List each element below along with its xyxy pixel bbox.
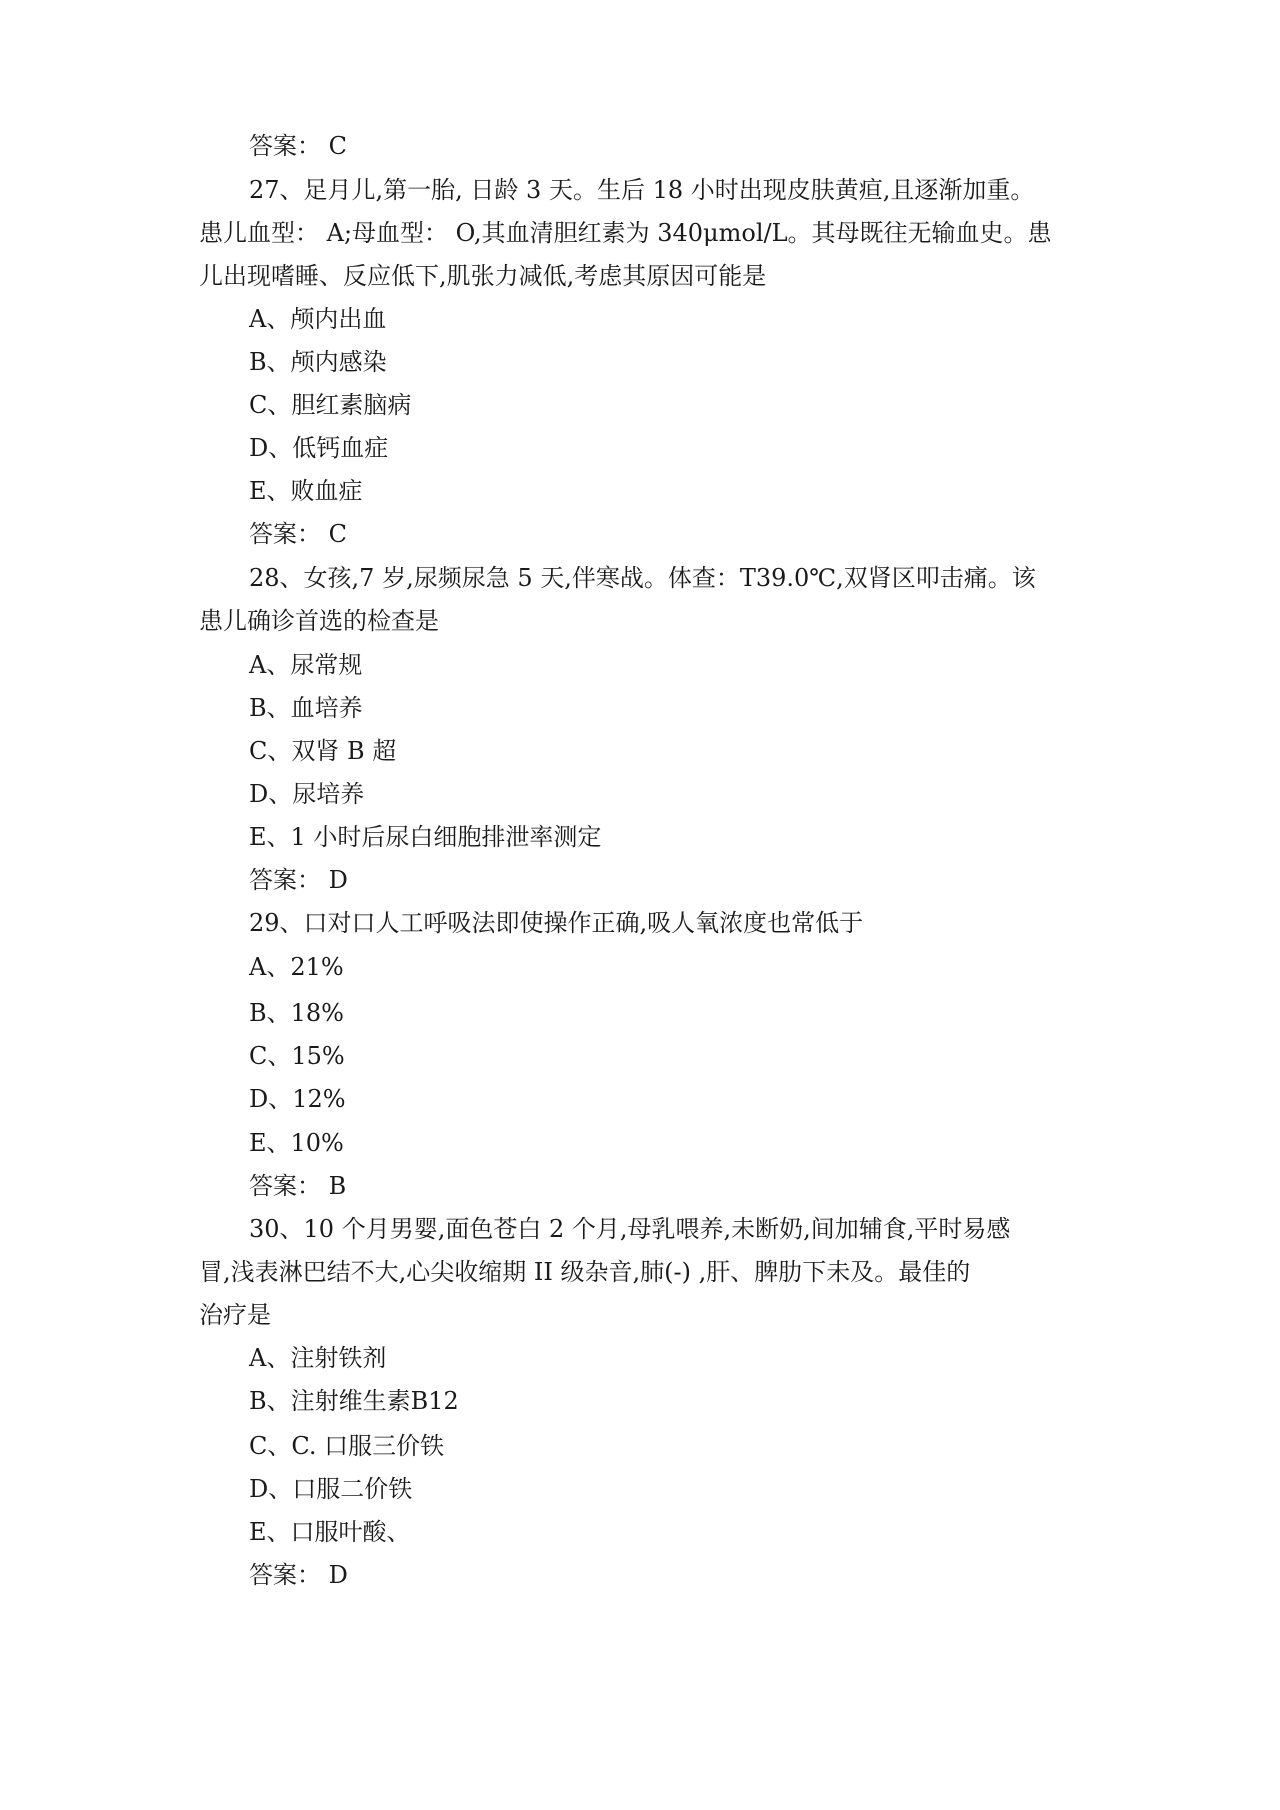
option-c: C、C. 口服三价铁: [249, 1432, 445, 1460]
question-stem-line: 患儿血型： A;母血型： O,其血清胆红素为 340μmol/L。其母既往无输血史。患: [199, 219, 1052, 247]
option-e: E、10%: [249, 1129, 344, 1157]
option-d: D、低钙血症: [249, 434, 389, 462]
question-stem-line: 28、女孩,7 岁,尿频尿急 5 天,伴寒战。体查：T39.0℃,双肾区叩击痛。该: [249, 564, 1036, 592]
question-stem-line: 冒,浅表淋巴结不大,心尖收缩期 II 级杂音,肺(-) ,肝、脾肋下未及。最佳的: [199, 1258, 971, 1286]
option-d: D、尿培养: [249, 780, 365, 808]
question-stem-line: 儿出现嗜睡、反应低下,肌张力减低,考虑其原因可能是: [199, 262, 767, 290]
answer-line: 答案： D: [249, 1561, 348, 1589]
answer-line: 答案： D: [249, 866, 348, 894]
question-stem-line: 30、10 个月男婴,面色苍白 2 个月,母乳喂养,未断奶,间加辅食,平时易感: [249, 1215, 1011, 1243]
option-b: B、18%: [249, 999, 344, 1027]
option-b: B、注射维生素B12: [249, 1387, 459, 1415]
question-stem-line: 29、口对口人工呼吸法即使操作正确,吸人氧浓度也常低于: [249, 909, 864, 937]
option-b: B、颅内感染: [249, 348, 387, 376]
answer-line: 答案： C: [249, 520, 347, 548]
option-a: A、尿常规: [249, 651, 363, 679]
question-stem-line: 27、足月儿,第一胎, 日龄 3 天。生后 18 小时出现皮肤黄疸,且逐渐加重。: [249, 176, 1035, 204]
answer-line: 答案： B: [249, 1172, 347, 1200]
option-a: A、颅内出血: [249, 305, 387, 333]
option-a: A、21%: [249, 953, 344, 981]
option-e: E、败血症: [249, 477, 363, 505]
question-stem-line: 治疗是: [199, 1301, 271, 1329]
answer-line: 答案： C: [249, 132, 347, 160]
option-c: C、胆红素脑病: [249, 391, 412, 419]
option-e: E、1 小时后尿白细胞排泄率测定: [249, 823, 602, 851]
option-d: D、12%: [249, 1085, 346, 1113]
option-c: C、双肾 B 超: [249, 737, 397, 765]
option-b: B、血培养: [249, 694, 363, 722]
option-d: D、口服二价铁: [249, 1475, 413, 1503]
option-a: A、注射铁剂: [249, 1344, 387, 1372]
option-c: C、15%: [249, 1042, 345, 1070]
option-e: E、口服叶酸、: [249, 1518, 411, 1546]
question-stem-line: 患儿确诊首选的检查是: [199, 607, 439, 635]
